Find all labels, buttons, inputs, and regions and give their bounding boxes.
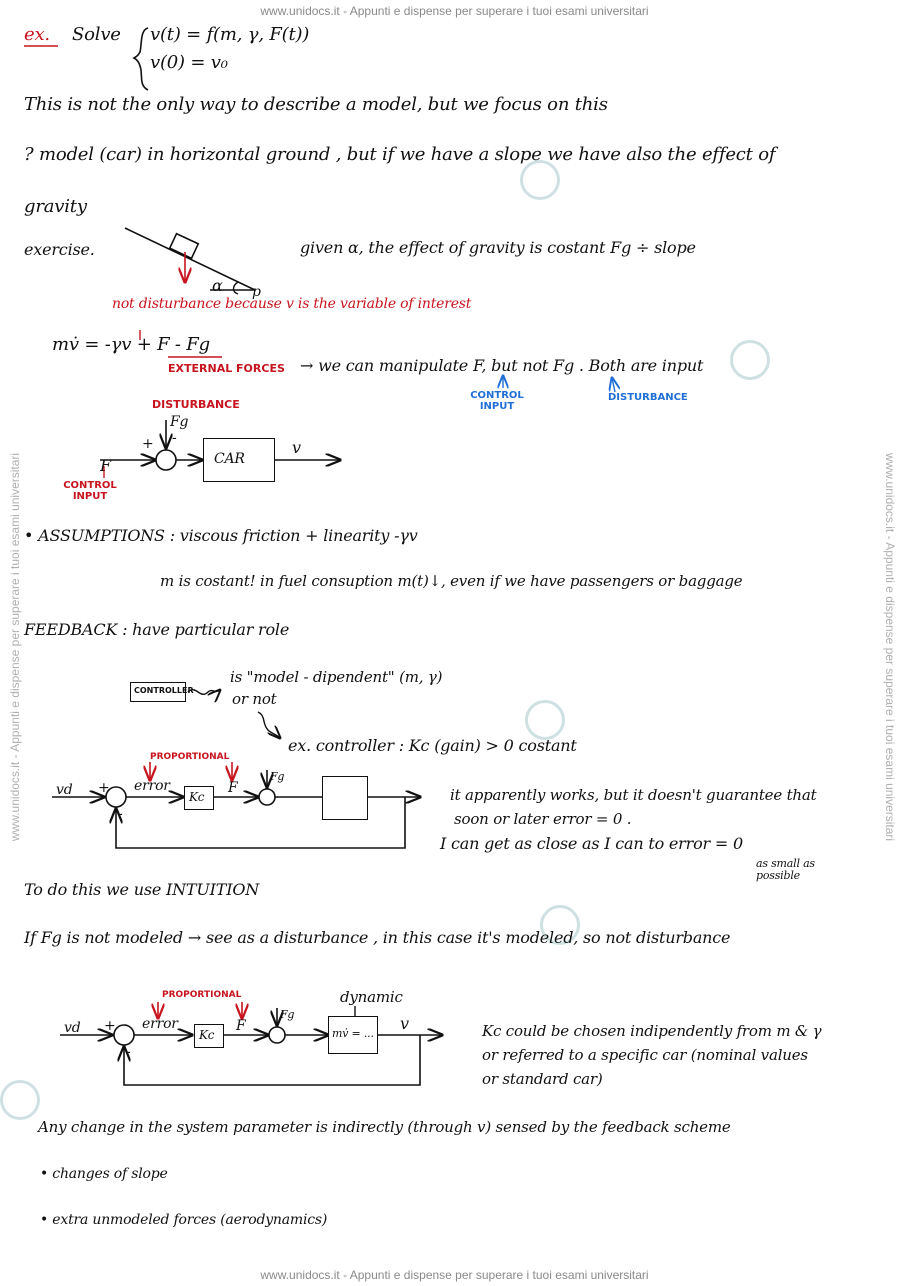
diagram1-disturbance-label: DISTURBANCE	[152, 398, 240, 411]
diagram3-f-label: F	[236, 1018, 246, 1034]
diagram1-control-input-label: CONTROL INPUT	[63, 480, 117, 502]
controller-label: CONTROLLER	[134, 686, 194, 695]
watermark-left: www.unidocs.it - Appunti e dispense per superare i tuoi esami universitari	[8, 452, 22, 842]
ex-controller-note: ex. controller : Kc (gain) > 0 costant	[288, 736, 577, 755]
any-change-note: Any change in the system parameter is indirectly (through v) sensed by the feedback scheme	[38, 1118, 731, 1136]
equation-1: v(t) = f(m, γ, F(t))	[150, 24, 310, 45]
car-label: CAR	[214, 451, 245, 467]
not-disturbance-note: not disturbance because v is the variable of interest	[112, 296, 472, 312]
diagram2-plus: +	[98, 780, 110, 796]
diagram1-minus: -	[172, 430, 177, 446]
diagram3-error-label: error	[142, 1016, 178, 1032]
ex-label: ex.	[24, 24, 50, 45]
note-line: ? model (car) in horizontal ground , but if we have a slope we have also the effect of	[24, 144, 776, 165]
works-note-small: as small as possible	[756, 857, 815, 882]
diagram2-proportional-label: PROPORTIONAL	[150, 752, 230, 762]
diagram2-fg-label: Fg	[270, 770, 285, 783]
diagram2-error-label: error	[134, 778, 170, 794]
diagram3-v-label: v	[400, 1014, 409, 1033]
feedback-note: FEEDBACK : have particular role	[24, 620, 290, 639]
works-note: it apparently works, but it doesn't guarantee that	[450, 786, 817, 804]
gravity-note: given α, the effect of gravity is costant Fg ÷ slope	[300, 238, 696, 257]
external-forces-label: EXTERNAL FORCES	[168, 362, 285, 375]
kc-note: or referred to a specific car (nominal values	[482, 1046, 808, 1064]
exercise-label: exercise.	[24, 240, 95, 259]
diagram2-vd-label: vd	[56, 782, 73, 798]
p-label: p	[252, 284, 261, 300]
diagram3-fg-label: Fg	[280, 1008, 295, 1021]
controller-block	[130, 682, 194, 702]
diagram1-v-label: v	[292, 438, 301, 457]
alpha-label: α	[212, 276, 223, 295]
disturbance-label: DISTURBANCE	[608, 392, 688, 403]
dynamic-label: dynamic	[340, 988, 403, 1006]
car-block	[203, 438, 275, 482]
dynamic-equation: mv̇ = ...	[332, 1027, 374, 1040]
dynamic-block	[328, 1016, 378, 1054]
diagram2-f-label: F	[228, 780, 238, 796]
diagram3-vd-label: vd	[64, 1020, 81, 1036]
kc-block	[184, 786, 214, 810]
bullet-item: • changes of slope	[40, 1166, 168, 1182]
plant-block	[322, 776, 368, 820]
works-note: soon or later error = 0 .	[454, 810, 632, 828]
manipulate-note: → we can manipulate F, but not Fg . Both are input	[300, 356, 704, 375]
equation-2: v(0) = v₀	[150, 52, 228, 73]
kc-label: Kc	[199, 1028, 215, 1042]
model-dependent-note: is "model - dipendent" (m, γ)	[230, 668, 443, 686]
fg-model-note: If Fg is not modeled → see as a disturbance , in this case it's modeled, so not disturbance	[24, 928, 731, 947]
main-equation: mv̇ = -γv + F - Fg	[52, 334, 210, 355]
intuition-note: To do this we use INTUITION	[24, 880, 260, 899]
diagram1-f-label: F	[100, 456, 111, 475]
solve-text: Solve	[72, 24, 121, 45]
diagram3-minus: -	[126, 1044, 131, 1060]
diagram1-plus: +	[142, 436, 154, 452]
works-note: I can get as close as I can to error = 0	[440, 834, 743, 853]
control-input-label: CONTROL INPUT	[470, 390, 524, 412]
kc-label: Kc	[189, 790, 205, 804]
watermark-top: www.unidocs.it - Appunti e dispense per superare i tuoi esami universitari	[260, 4, 649, 18]
diagram3-plus: +	[104, 1018, 116, 1034]
kc-block	[194, 1024, 224, 1048]
kc-note: Kc could be chosen indipendently from m & γ	[482, 1022, 822, 1040]
diagram1-fg-label: Fg	[170, 414, 189, 430]
mass-constant-note: m is costant! in fuel consuption m(t)↓, even if we have passengers or baggage	[160, 572, 743, 590]
watermark-bottom: www.unidocs.it - Appunti e dispense per superare i tuoi esami universitari	[260, 1268, 649, 1282]
diagram3-proportional-label: PROPORTIONAL	[162, 990, 242, 1000]
note-line: This is not the only way to describe a model, but we focus on this	[24, 94, 608, 115]
note-line: gravity	[24, 196, 87, 217]
or-not-note: or not	[232, 690, 277, 708]
diagram2-minus: -	[118, 806, 123, 822]
assumptions-note: • ASSUMPTIONS : viscous friction + linearity -γv	[24, 526, 418, 545]
kc-note: or standard car)	[482, 1070, 603, 1088]
watermark-right: www.unidocs.it - Appunti e dispense per superare i tuoi esami universitari	[883, 452, 897, 842]
bullet-item: • extra unmodeled forces (aerodynamics)	[40, 1212, 328, 1228]
